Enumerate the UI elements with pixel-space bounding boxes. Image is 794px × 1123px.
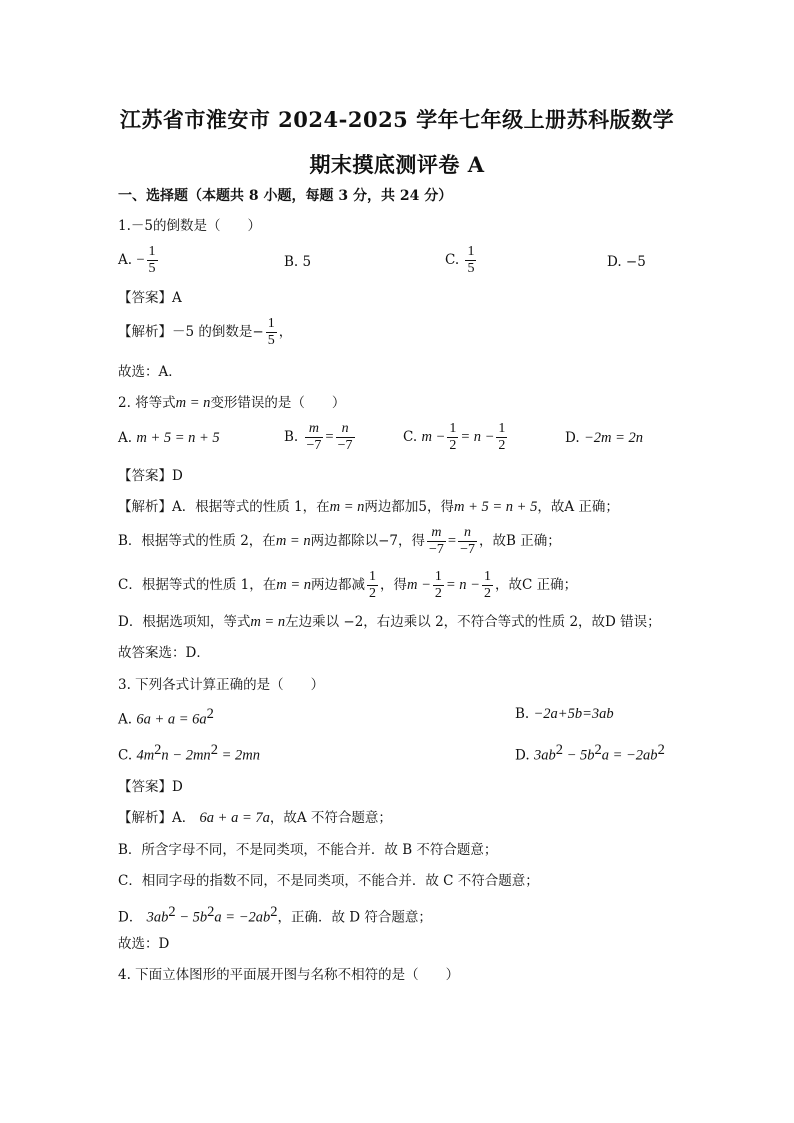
q3-option-a: A. $6a + a = 6a^2$ [118,706,214,728]
q2-analysis-a: 【解析】A．根据等式的性质 1，在m = n两边都加5，得m + 5 = n + 5，故A 正确； [118,499,619,515]
q1-option-a: A. − $\frac{1}{5}$ [118,244,156,276]
q1-option-c: C. $\frac{1}{5}$ [445,244,475,276]
q3-option-d: D. $3ab^2 - 5b^2a = -2ab^2$ [515,742,665,764]
q2-option-d: D. −2m = 2n [565,430,643,446]
q3-option-b: B. −2a+5b=3ab [515,706,614,722]
q1-choose: 故选：A． [118,364,182,380]
exam-title-line1: 江苏省市淮安市 2024-2025 学年七年级上册苏科版数学 [119,107,675,132]
q1-option-d: D. −5 [607,254,646,270]
q2-analysis-d: D．根据选项知，等式m = n左边乘以 −2，右边乘以 2，不符合等式的性质 2，故D 错误； [118,614,661,630]
q1-answer: 【答案】A [118,290,182,306]
q2-answer: 【答案】D [118,468,183,484]
q3-answer: 【答案】D [118,779,183,795]
q3-choose: 故选：D [118,936,170,952]
q2-analysis-c: C．根据等式的性质 1，在m = n两边都减 $\frac{1}{2}$ ，得m − $\frac{1}{2}$ = n − $\frac{1}{2}$ ，故C 正确； [118,569,578,601]
q2-option-a: A. m + 5 = n + 5 [118,430,220,446]
q3-option-c: C. $4m^2n - 2mn^2 = 2mn$ [118,742,260,764]
q3-stem: 3. 下列各式计算正确的是（ ） [118,677,325,693]
q2-stem: 2. 将等式m = n变形错误的是（ ） [118,395,346,411]
q3-analysis-c: C．相同字母的指数不同，不是同类项，不能合并．故 C 不符合题意； [118,873,539,889]
section-heading: 一、选择题（本题共 8 小题，每题 3 分，共 24 分） [118,188,453,204]
q1-stem: 1.－5的倒数是（ ） [118,218,261,234]
q3-analysis-a: 【解析】A． 6a + a = 7a，故A 不符合题意； [118,810,392,826]
q2-option-c: C. m − $\frac{1}{2}$ = n − $\frac{1}{2}$ [403,421,506,453]
q4-stem: 4. 下面立体图形的平面展开图与名称不相符的是（ ） [118,967,460,983]
q3-analysis-b: B．所含字母不同，不是同类项，不能合并．故 B 不符合题意； [118,842,498,858]
q2-analysis-b: B．根据等式的性质 2，在m = n两边都除以−7，得 $\frac{m}{-7}$ = $\frac{n}{-7}$ ，故B 正确； [118,525,561,557]
q2-choose: 故答案选：D． [118,645,210,661]
q1-option-b: B. 5 [284,254,312,270]
q3-analysis-d: D． $3ab^2 - 5b^2a = -2ab^2$，正确．故 D 符合题意； [118,904,432,926]
q1-analysis: 【解析】－5 的倒数是− $\frac{1}{5}$ ， [118,316,293,348]
q2-option-b: B. $\frac{m}{-7}$ = $\frac{n}{-7}$ [284,421,353,453]
exam-title-line2: 期末摸底测评卷 A [309,152,485,177]
